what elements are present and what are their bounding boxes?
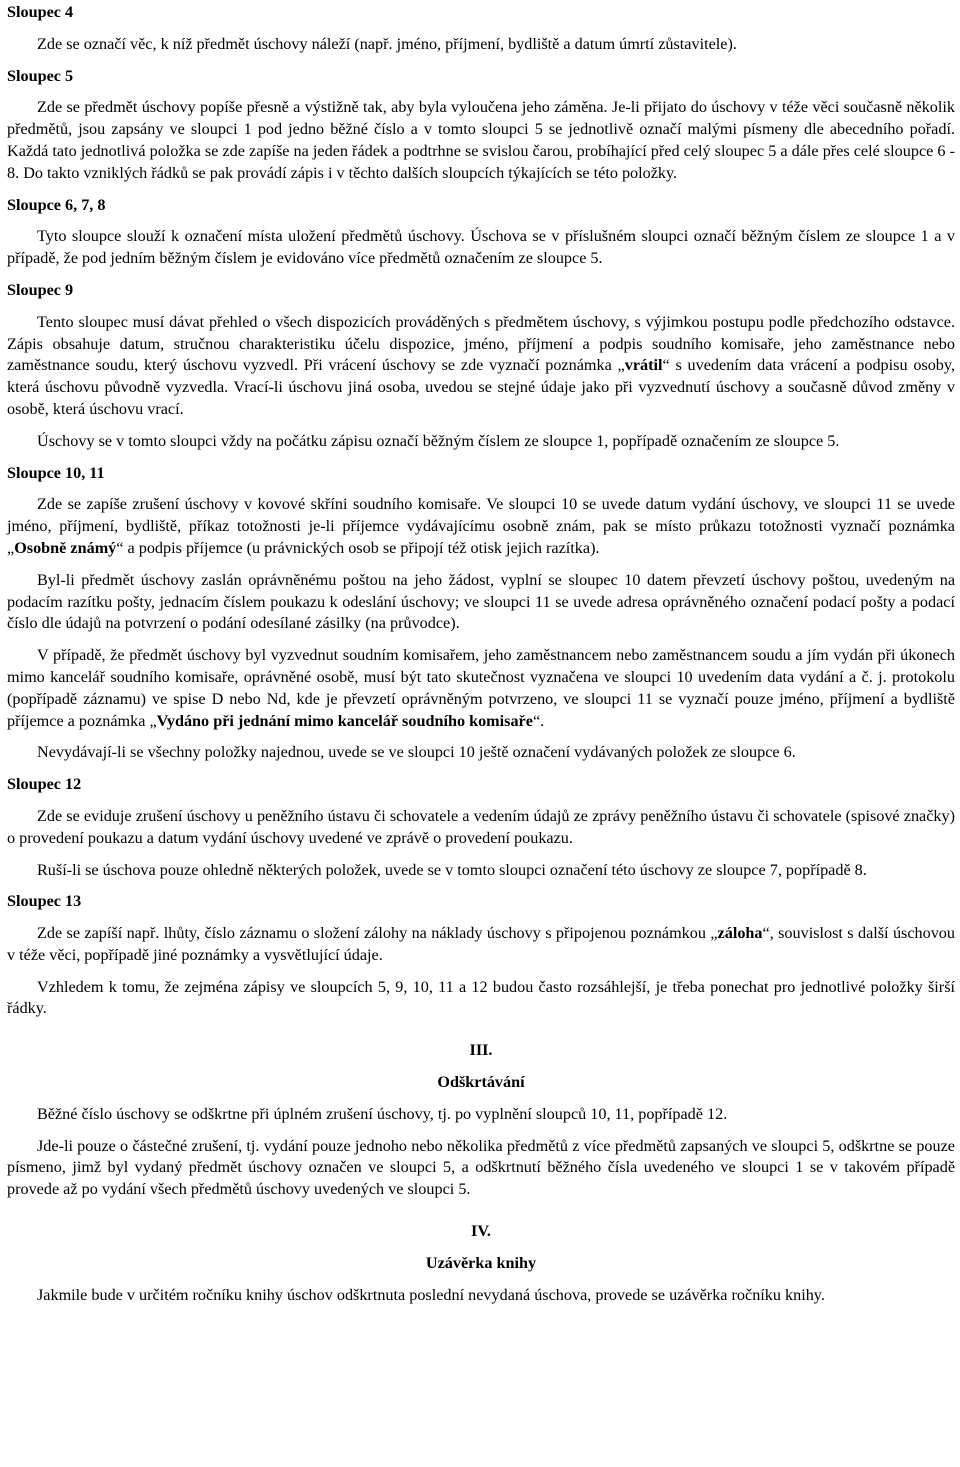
- text-run: Tento sloupec musí dávat přehled o všech dispozicích prováděných s předmětem úschovy, s výjimkou postupu podle předchozího odstavce. Zápis obsahuje datum, stručnou charakteristiku účelu dispozice, jméno, příjmení a podpis soudního komisaře, jeho zaměstnance nebo zaměstnance soudu, který úschovu vyzvedl. Při vrácení úschovy se zde vyznačí poznámka „: [7, 312, 955, 375]
- text-run: V případě, že předmět úschovy byl vyzvednut soudním komisařem, jeho zaměstnancem nebo zaměstnancem soudu a jím vydán při úkonech mimo kancelář soudního komisaře, oprávněné osobě, musí být tato skutečnost vyznačena ve sloupci 10 uvedením data vydání a č. j. protokolu (popřípadě záznamu) ve spise D nebo Nd, kde je převzetí oprávněným potvrzeno, ve sloupci 11 se vyznačí pouze jméno, příjmení a bydliště příjemce a poznámka „: [7, 646, 955, 730]
- heading-sloupec-13: Sloupec 13: [7, 892, 82, 911]
- section-numeral-iv: IV.: [471, 1222, 491, 1241]
- paragraph: Byl-li předmět úschovy zaslán oprávněnému poštou na jeho žádost, vyplní se sloupec 10 datem převzetí úschovy poštou, uvedeným na podacím razítku pošty, jednacím číslem poukazu k odeslání úschovy; ve sloupci 11 se uvede adresa oprávněného označení podací pošty a podací číslo dle údajů na potvrzení o podání odesílané zásilky (na průvodce).: [7, 570, 955, 633]
- bold-term: Vydáno při jednání mimo kancelář soudního komisaře: [156, 711, 533, 730]
- paragraph: Tyto sloupce slouží k označení místa uložení předmětů úschovy. Úschova se v příslušném sloupci označí běžným číslem ze sloupce 1 a v případě, že pod jedním běžným číslem je evidováno více předmětů označením ze sloupce 5.: [7, 227, 955, 268]
- bold-term: Osobně známý: [14, 538, 117, 557]
- paragraph: Ruší-li se úschova pouze ohledně některých položek, uvede se v tomto sloupci označení této úschovy ze sloupce 7, popřípadě 8.: [37, 860, 867, 879]
- heading-sloupec-9: Sloupec 9: [7, 280, 74, 299]
- paragraph: Zde se eviduje zrušení úschovy u peněžního ústavu či schovatele a vedením údajů ze zprávy peněžního ústavu či schovatele (spisové značky) o provedení poukazu a datum vydání úschovy uvedené ve zprávě o provedení poukazu.: [7, 806, 955, 847]
- document-page: [7, 2, 955, 1306]
- text-run: “, souvislost s další úschovou v téže věci, popřípadě jiné poznámky a vysvětlující údaje.: [7, 924, 955, 964]
- text-run: “.: [532, 711, 545, 730]
- paragraph: Běžné číslo úschovy se odškrtne při úplném zrušení úschovy, tj. po vyplnění sloupců 10, 11, popřípadě 12.: [37, 1104, 728, 1123]
- heading-sloupec-12: Sloupec 12: [7, 775, 82, 794]
- text-run: “ a podpis příjemce (u právnických osob se připojí též otisk jejich razítka).: [116, 538, 600, 557]
- paragraph: [7, 645, 955, 732]
- heading-sloupce-10-11: Sloupce 10, 11: [7, 463, 105, 482]
- paragraph: [7, 312, 955, 421]
- paragraph: [7, 494, 955, 559]
- text-run: “ s uvedením data vrácení a podpisu osoby, která úschovu původně vyzvedla. Vrací-li úschovu jiná osoba, uvedou se stejné údaje jako při vyzvednutí úschovy a současně důvod změny v osobě, která úschovu vrací.: [7, 356, 955, 418]
- paragraph: Jde-li pouze o částečné zrušení, tj. vydání pouze jednoho nebo několika předmětů z více předmětů zapsaných ve sloupci 5, odškrtne se pouze písmeno, jimž byl vydaný předmět úschovy označen ve sloupci 5, a odškrtnutí běžného čísla uvedeného ve sloupci 1 se v takovém případě provede až po vydání všech předmětů úschovy uvedených ve sloupci 5.: [7, 1136, 955, 1199]
- paragraph: Vzhledem k tomu, že zejména zápisy ve sloupcích 5, 9, 10, 11 a 12 budou často rozsáhlejší, je třeba ponechat pro jednotlivé položky širší řádky.: [7, 977, 955, 1018]
- paragraph: Jakmile bude v určitém ročníku knihy úschov odškrtnuta poslední nevydaná úschova, provede se uzávěrka ročníku knihy.: [37, 1285, 825, 1304]
- heading-sloupec-5: Sloupec 5: [7, 66, 74, 85]
- heading-sloupec-4: Sloupec 4: [7, 3, 74, 21]
- text-run: Zde se zapíše zrušení úschovy v kovové skříni soudního komisaře. Ve sloupci 10 se uvede datum vydání úschovy, ve sloupci 11 se uvede jméno, příjmení, bydliště, příkaz totožnosti je-li příjemce vydávajícímu osobně znám, pak se místo průkazu totožnosti vyznačí poznámka „: [7, 495, 955, 557]
- paragraph: Nevydávají-li se všechny položky najednou, uvede se ve sloupci 10 ještě označení vydávaných položek ze sloupce 6.: [37, 743, 796, 762]
- paragraph: Zde se předmět úschovy popíše přesně a výstižně tak, aby byla vyloučena jeho záměna. Je-li přijato do úschovy v téže věci současně několik předmětů, jsou zapsány ve sloupci 1 pod jedno běžné číslo a v tomto sloupci 5 se jednotlivě označí malými písmeny dle abecedního pořadí. Každá tato jednotlivá položka se zde zapíše na jeden řádek a podtrhne se svislou čarou, probíhající před celý sloupec 5 a dále přes celé sloupce 6 - 8. Do takto vzniklých řádků se pak provádí zápis i v těchto dalších sloupcích týkajících se této položky.: [7, 98, 955, 182]
- text-run: Zde se zapíší např. lhůty, číslo záznamu o složení zálohy na náklady úschovy s připojenou poznámkou „: [37, 924, 718, 943]
- heading-sloupce-6-7-8: Sloupce 6, 7, 8: [7, 195, 106, 214]
- section-numeral-iii: III.: [469, 1041, 493, 1060]
- section-title-uzaverka-knihy: Uzávěrka knihy: [425, 1253, 537, 1272]
- paragraph: Úschovy se v tomto sloupci vždy na počátku zápisu označí běžným číslem ze sloupce 1, popřípadě označením ze sloupce 5.: [37, 431, 840, 450]
- paragraph: [7, 923, 955, 967]
- section-title-odskrtavani: Odškrtávání: [437, 1073, 525, 1092]
- paragraph: Zde se označí věc, k níž předmět úschovy náleží (např. jméno, příjmení, bydliště a datum úmrtí zůstavitele).: [37, 34, 737, 53]
- bold-term: záloha: [717, 924, 763, 943]
- bold-term: vrátil: [624, 356, 663, 375]
